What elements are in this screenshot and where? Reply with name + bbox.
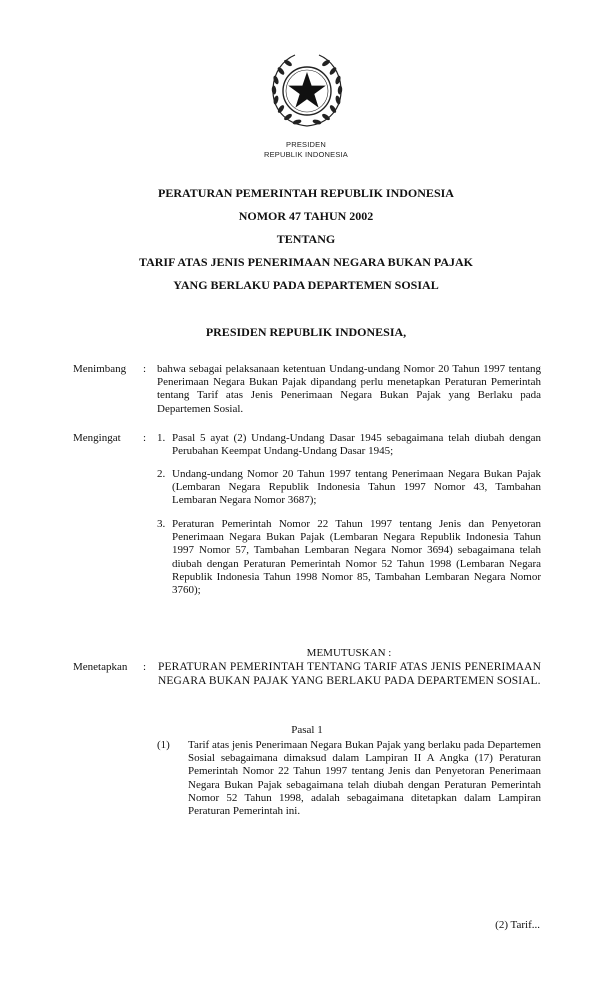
- pasal-1-item-text: Tarif atas jenis Penerimaan Negara Bukan Pajak yang berlaku pada Departemen Sosial sebagaimana dimaksud dalam Lampiran II A Angka (17) Peraturan Pemerintah Nomor 22 Tahun 1997 tentang Jenis dan Penyetoran Penerimaan Negara Bukan Pajak sebagaimana telah diubah dengan Peraturan Pemerintah Nomor 52 Tahun 1998, adalah sebagaimana ditetapkan dalam Lampiran Peraturan Pemerintah ini.: [188, 739, 541, 818]
- document-subject-line1: TARIF ATAS JENIS PENERIMAAN NEGARA BUKAN PAJAK: [138, 255, 474, 269]
- memutuskan-heading: MEMUTUSKAN :: [306, 647, 392, 659]
- mengingat-item-text: Peraturan Pemerintah Nomor 22 Tahun 1997 tentang Jenis dan Penyetoran Penerimaan Negara Bukan Pajak (Lembaran Negara Republik Indonesia Tahun 1997 Nomor 57, Tambahan Lembaran Negara Nomor 3694) sebagaimana telah diubah dengan Peraturan Pemerintah Nomor 52 Tahun 1998 (Lembaran Negara Republik Indonesia Tahun 1998 Nomor 85, Tambahan Lembaran Negara Nomor 3760);: [172, 518, 541, 597]
- menetapkan-colon: :: [143, 661, 147, 673]
- document-subject-line2: YANG BERLAKU PADA DEPARTEMEN SOSIAL: [173, 278, 439, 292]
- president-heading: PRESIDEN REPUBLIK INDONESIA,: [205, 325, 407, 339]
- menimbang-text: bahwa sebagai pelaksanaan ketentuan Undang-undang Nomor 20 Tahun 1997 tentang Penerimaan Negara Bukan Pajak dipandang perlu menetapkan Peraturan Pemerintah tentang Tarif atas Jenis Penerimaan Negara Bukan Pajak yang Berlaku pada Departemen Sosial.: [157, 363, 541, 415]
- pasal-1-item-number: (1): [157, 739, 170, 751]
- page-continuation: (2) Tarif...: [495, 919, 540, 931]
- mengingat-label: Mengingat: [73, 432, 121, 444]
- menetapkan-text: PERATURAN PEMERINTAH TENTANG TARIF ATAS JENIS PENERIMAAN NEGARA BUKAN PAJAK YANG BERLAKU PADA DEPARTEMEN SOSIAL.: [158, 661, 541, 687]
- emblem-caption-republik: REPUBLIK INDONESIA: [263, 150, 349, 159]
- menimbang-label: Menimbang: [73, 363, 127, 375]
- menimbang-colon: :: [143, 363, 147, 375]
- mengingat-item-number: 1.: [157, 432, 166, 444]
- mengingat-item-text: Pasal 5 ayat (2) Undang-Undang Dasar 1945 sebagaimana telah diubah dengan Perubahan Keempat Undang-Undang Dasar 1945;: [172, 432, 541, 458]
- pasal-1-heading: Pasal 1: [291, 724, 323, 736]
- document-title: PERATURAN PEMERINTAH REPUBLIK INDONESIA: [158, 186, 454, 200]
- garuda-star-emblem-icon: [267, 50, 347, 130]
- emblem-caption-presiden: PRESIDEN: [286, 140, 326, 149]
- mengingat-colon: :: [143, 432, 147, 444]
- document-number: NOMOR 47 TAHUN 2002: [238, 209, 374, 223]
- menetapkan-label: Menetapkan: [73, 661, 128, 673]
- document-tentang: TENTANG: [276, 232, 336, 246]
- mengingat-item-text: Undang-undang Nomor 20 Tahun 1997 tentang Penerimaan Negara Bukan Pajak (Lembaran Negara Republik Indonesia Tahun 1997 Nomor 43, Tambahan Lembaran Negara Nomor 3687);: [172, 468, 541, 507]
- mengingat-item-number: 2.: [157, 468, 166, 480]
- mengingat-item-number: 3.: [157, 518, 166, 530]
